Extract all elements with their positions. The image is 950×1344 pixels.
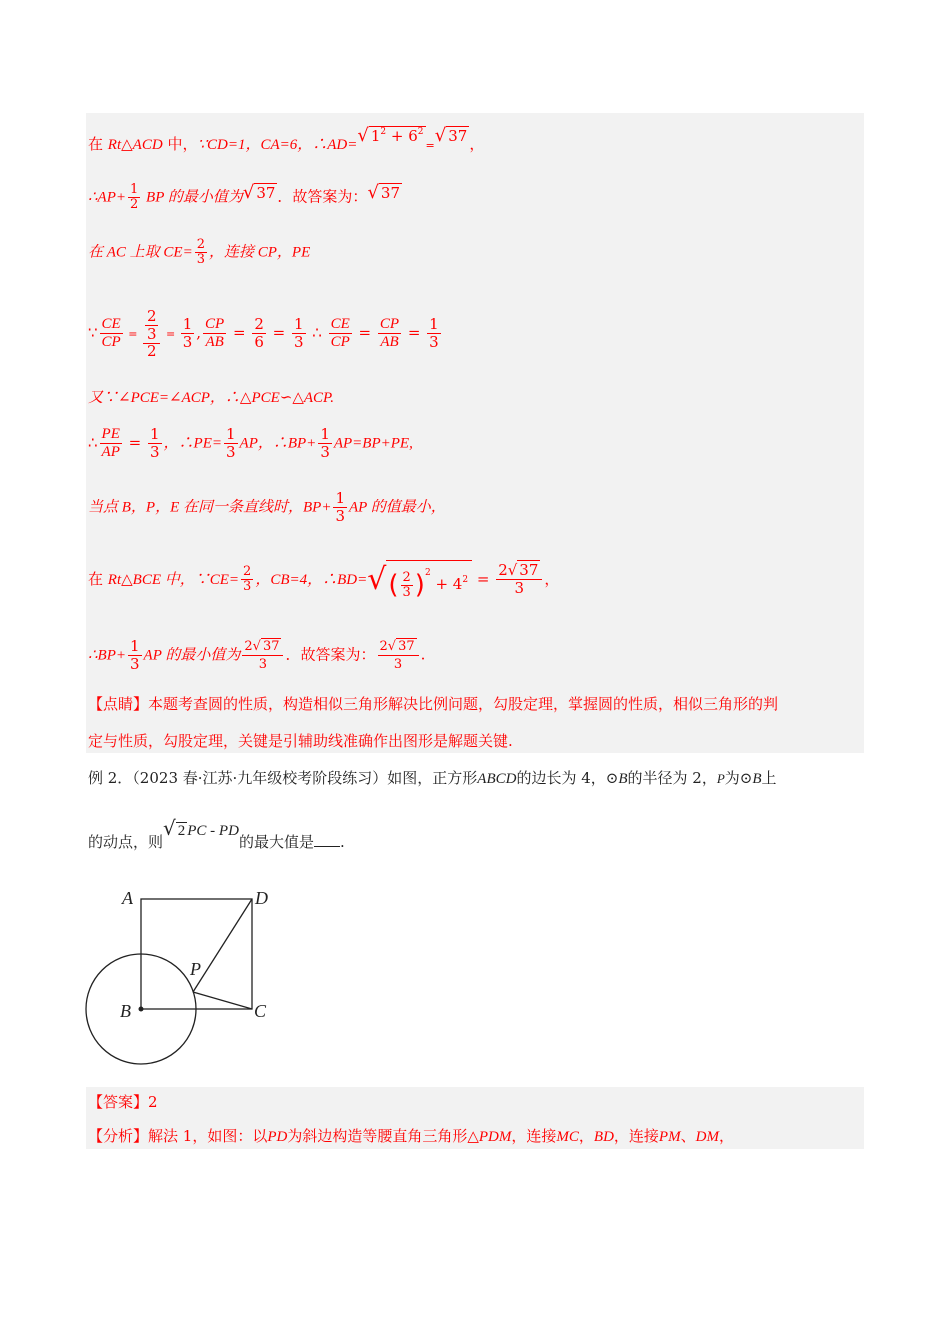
- answer-tag: 【答案】: [88, 1093, 149, 1111]
- label-d: D: [255, 888, 268, 908]
- solution-line-3: 在 AC 上取 CE= $\frac{2}{3}$ ，连接 CP，PE: [88, 237, 311, 267]
- analysis-tag: 【分析】: [88, 1127, 149, 1145]
- fraction-2sqrt37-3-answer: $\frac{2√ 37}{3}$: [378, 638, 419, 673]
- radical-ad: √ $1^2 + 6^2$: [357, 125, 424, 146]
- comment-line-2: 定与性质，勾股定理，关键是引辅助线准确作出图形是解题关键.: [88, 732, 513, 750]
- answer-line: [88, 1092, 158, 1112]
- label-p: P: [190, 959, 201, 979]
- comment-tag: 【点睛】: [88, 695, 149, 713]
- fraction-one-third: $\frac{1}{3}$: [149, 425, 160, 461]
- solution-line-9: ∴BP+ $\frac{1}{3}$ AP 的最小值为 $\frac{2√ 37}{3}$ ．故答案为： $\frac{2√ 37}{3}$ .: [88, 637, 426, 673]
- fraction-pe-ap: $\frac{PE}{AP}$: [101, 426, 120, 460]
- solution-line-4: ∵ $\frac{CE}{CP}$ = $\frac{\frac{2}{3}}{2}$ = $\frac{1}{3}$ , $\frac{CP}{AB}$ = $\frac{2}{6}$ = $\frac{1}{3}$ ∴ $\frac{CE}{CP}$ = $\frac{CP}{AB}$ = $\frac{1}{3}$: [88, 307, 439, 360]
- fraction-ce-cp: $\frac{CE}{CP}$: [101, 316, 121, 350]
- segment-pc: [193, 992, 252, 1009]
- fraction-one-third: $\frac{1}{3}$: [225, 425, 236, 461]
- answer-blank: [314, 832, 340, 847]
- answer-value: 2: [148, 1093, 158, 1111]
- fraction-two-thirds: $\frac{2}{3}$: [243, 564, 252, 595]
- fraction-one-third: $\frac{1}{3}$: [335, 489, 345, 525]
- comment-line-1: 【点睛】本题考查圆的性质，构造相似三角形解决比例问题，勾股定理，掌握圆的性质，相似三角形的判: [88, 695, 779, 713]
- fraction-one-third: $\frac{1}{3}$: [293, 315, 304, 351]
- point-b: [139, 1007, 144, 1012]
- expression: √ 2 PC - PD: [163, 816, 239, 840]
- fraction-cp-ab: $\frac{CP}{AB}$: [205, 316, 225, 350]
- fraction-ce-cp: $\frac{CE}{CP}$: [330, 316, 350, 350]
- radical-bd: √( $\frac{2}{3}$ )$^2 + 4^2$: [367, 560, 472, 600]
- solution-line-8: 在 Rt△BCE 中，∵CE= $\frac{2}{3}$ ，CB=4，∴BD=√( $\frac{2}{3}$ )$^2 + 4^2$ = $\frac{2√ 37}{3}$ ，: [88, 561, 560, 600]
- solution-line-6: ∴ $\frac{PE}{AP}$ = $\frac{1}{3}$ ，∴PE= $\frac{1}{3}$ AP，∴BP+ $\frac{1}{3}$ AP=BP+PE,: [88, 425, 413, 461]
- fraction-2sqrt37-3: $\frac{2√ 37}{3}$: [496, 562, 542, 597]
- analysis-line: 【分析】解法 1，如图：以PD为斜边构造等腰直角三角形△PDM，连接MC，BD，连接PM、DM，: [88, 1127, 734, 1145]
- fraction-one-third: $\frac{1}{3}$: [320, 425, 330, 461]
- fraction-one-third: $\frac{1}{3}$: [182, 315, 193, 351]
- solution-line-1: 在 Rt△ACD 中，∵CD=1，CA=6，∴AD=√ $1^2 + 6^2=√$ 37 ，: [88, 130, 484, 156]
- label-b: B: [120, 1001, 131, 1021]
- fraction-nested: $\frac{\frac{2}{3}}{2}$: [143, 308, 161, 359]
- fraction-half: $\frac{1}{2}$: [130, 182, 139, 212]
- fraction-two-sixths: $\frac{2}{6}$: [254, 315, 264, 351]
- label-c: C: [254, 1001, 267, 1021]
- fraction-one-third: $\frac{1}{3}$: [429, 315, 439, 351]
- fraction-two-thirds: $\frac{2}{3}$: [196, 237, 205, 267]
- geometry-figure: [80, 880, 300, 1070]
- label-a: A: [122, 888, 133, 908]
- solution-line-5: 又∵∠PCE=∠ACP，∴△PCE∽△ACP.: [88, 390, 335, 406]
- fraction-2sqrt37-3: $\frac{2√ 37}{3}$: [242, 638, 283, 673]
- solution-line-7: 当点 B，P，E 在同一条直线时，BP+ $\frac{1}{3}$ AP 的值最小，: [88, 489, 446, 525]
- solution-line-2: ∴AP+ $\frac{1}{2}$ BP 的最小值为√ 37 ．故答案为：√ 37: [88, 181, 401, 212]
- fraction-cp-ab: $\frac{CP}{AB}$: [379, 316, 400, 350]
- fraction-one-third: $\frac{1}{3}$: [130, 637, 140, 673]
- example2-line-1: 例 2．（2023 春·江苏·九年级校考阶段练习）如图，正方形ABCD的边长为 4，⊙B的半径为 2，P为⊙B上: [88, 769, 777, 787]
- radical-37-answer: √ 37: [367, 181, 401, 203]
- example2-line-2: 的动点，则√ 2 PC - PD的最大值是 .: [88, 816, 345, 851]
- segment-pd: [193, 899, 252, 992]
- radical-37: √ 37: [434, 125, 468, 146]
- radical-37: √ 37: [242, 181, 276, 203]
